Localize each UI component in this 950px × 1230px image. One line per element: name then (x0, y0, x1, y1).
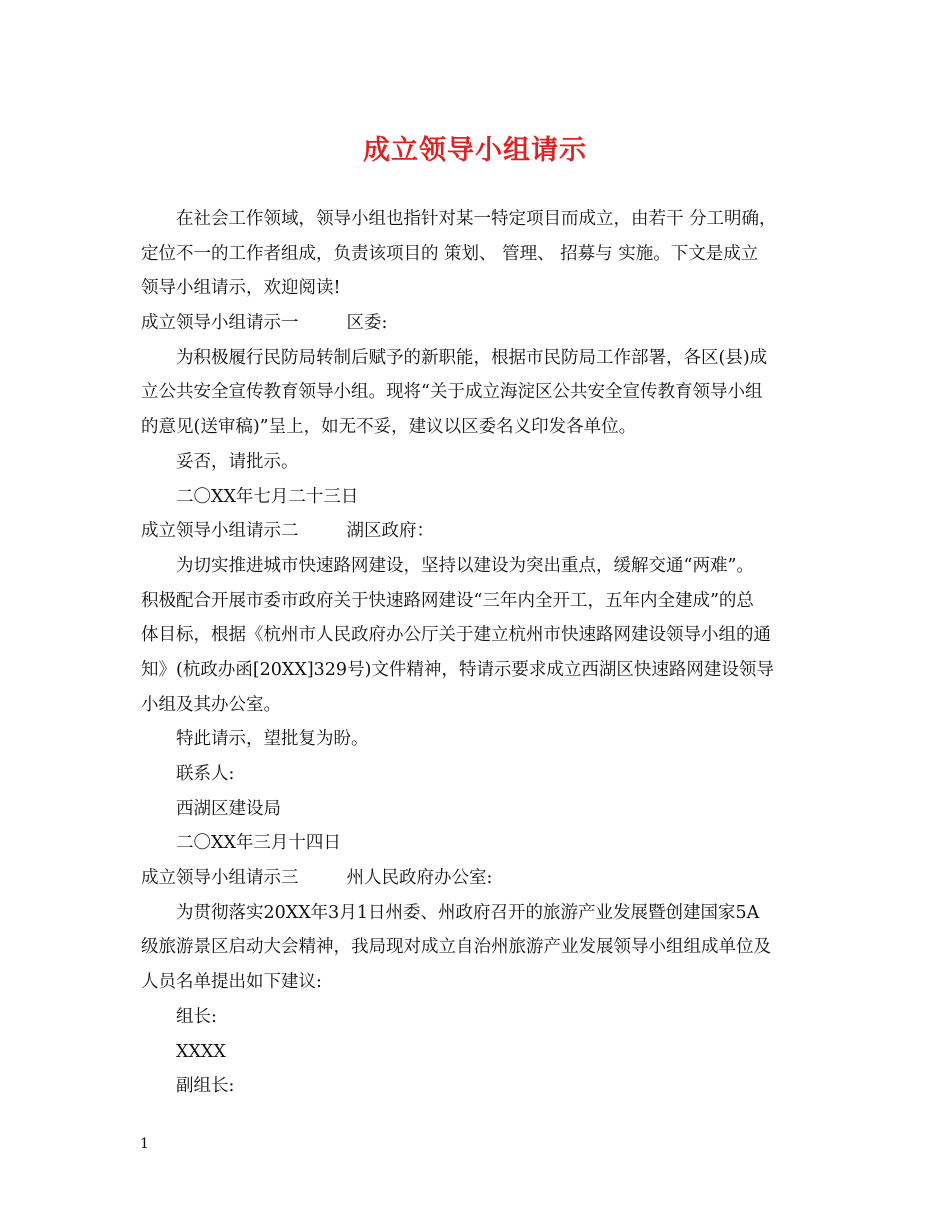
paragraph-line: 领导小组请示，欢迎阅读! (141, 278, 341, 299)
paragraph-line: 特此请示，望批复为盼。 (176, 729, 369, 750)
section-heading-1: 成立领导小组请示一 区委: (141, 313, 388, 334)
paragraph-line: 人员名单提出如下建议: (141, 972, 322, 993)
recipient: 州人民政府办公室: (346, 868, 493, 889)
paragraph-line: 级旅游景区启动大会精神，我局现对成立自治州旅游产业发展领导小组组成单位及 (141, 937, 771, 958)
paragraph-line: 体目标，根据《杭州市人民政府办公厅关于建立杭州市快速路网建设领导小组的通 (141, 625, 771, 646)
section-heading-3: 成立领导小组请示三 州人民政府办公室: (141, 868, 493, 889)
paragraph-line: 定位不一的工作者组成，负责该项目的 策划、 管理、 招募与 实施。下文是成立 (141, 243, 759, 264)
paragraph-line: 为贯彻落实20XX年3月1日州委、州政府召开的旅游产业发展暨创建国家5A (176, 902, 760, 923)
paragraph-line: 为切实推进城市快速路网建设，坚持以建设为突出重点，缓解交通“两难”。 (176, 555, 754, 576)
page-number: 1 (140, 1136, 149, 1152)
paragraph-line: 妥否，请批示。 (176, 451, 299, 472)
paragraph-line: 在社会工作领域，领导小组也指针对某一特定项目而成立，由若干 分工明确， (176, 209, 777, 229)
paragraph-line: 小组及其办公室。 (141, 694, 281, 715)
organization-name: 西湖区建设局 (176, 798, 281, 819)
leader-name: XXXX (176, 1041, 226, 1062)
recipient: 湖区政府： (346, 521, 434, 542)
leader-label: 组长: (176, 1006, 217, 1027)
document-title: 成立领导小组请示 (363, 135, 587, 166)
paragraph-line: 立公共安全宣传教育领导小组。现将“关于成立海淀区公共安全宣传教育领导小组 (141, 382, 763, 403)
paragraph-line: 为积极履行民防局转制后赋予的新职能，根据市民防局工作部署，各区(县)成 (176, 347, 768, 368)
document-body (141, 202, 814, 1104)
section-heading-2: 成立领导小组请示二 湖区政府： (141, 521, 434, 542)
paragraph-line: 的意见(送审稿)”呈上，如无不妥，建议以区委名义印发各单位。 (141, 417, 637, 438)
paragraph-line: 积极配合开展市委市政府关于快速路网建设“三年内全开工，五年内全建成”的总 (141, 590, 754, 611)
contact-label: 联系人: (176, 764, 235, 784)
recipient: 区委: (346, 313, 388, 334)
paragraph-line: 知》(杭政办函[20XX]329号)文件精神，特请示要求成立西湖区快速路网建设领导 (141, 659, 774, 680)
date-line: 二〇XX年三月十四日 (176, 833, 341, 854)
date-line: 二〇XX年七月二十三日 (176, 486, 359, 507)
deputy-leader-label: 副组长: (176, 1076, 235, 1097)
